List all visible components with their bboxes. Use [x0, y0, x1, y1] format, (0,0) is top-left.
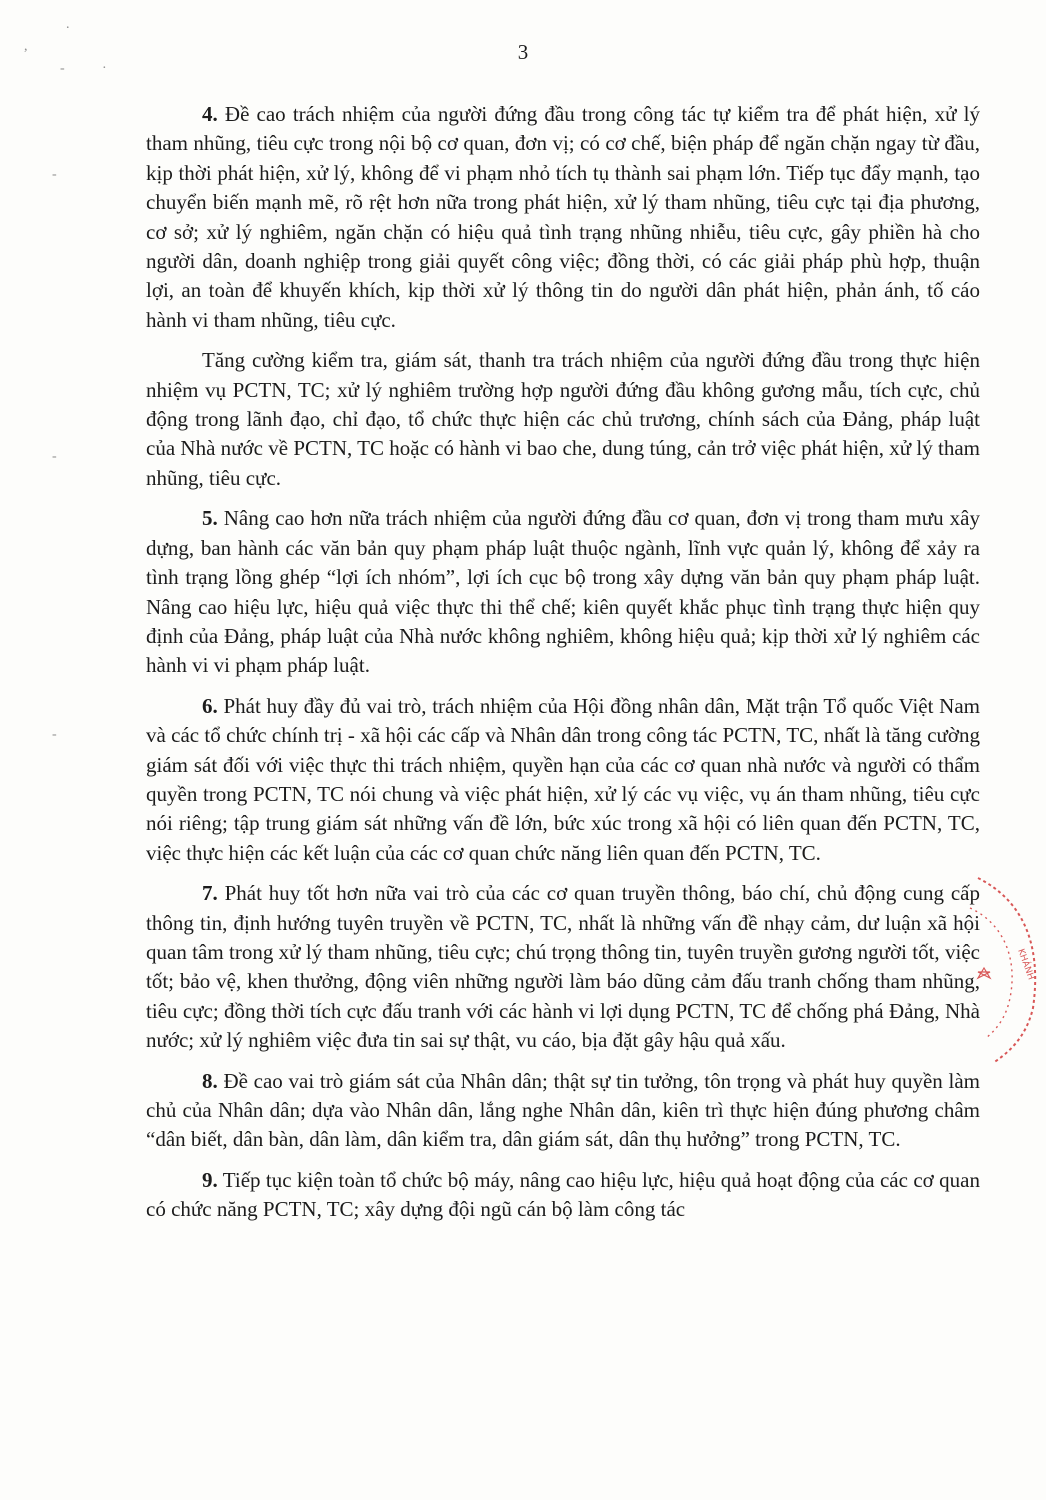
paragraph-number: 4.	[202, 102, 218, 126]
paragraph-5	[146, 504, 980, 680]
scan-speck-mark: .	[66, 17, 70, 32]
scan-speck-mark: -	[52, 727, 57, 742]
paragraph-text: Đề cao trách nhiệm của người đứng đầu trong công tác tự kiểm tra để phát hiện, xử lý tham nhũng, tiêu cực trong nội bộ cơ quan, đơn vị; có cơ chế, biện pháp để ngăn chặn ngay từ đầu, kịp thời phát hiện, xử lý, không để vi phạm nhỏ tích tụ thành sai phạm lớn. Tiếp tục đẩy mạnh, tạo chuyển biến mạnh mẽ, rõ rệt hơn nữa trong phát hiện, xử lý tham nhũng, tiêu cực tại địa phương, cơ sở; xử lý nghiêm, ngăn chặn có hiệu quả tình trạng nhũng nhiễu, tiêu cực, gây phiền hà cho người dân, doanh nghiệp trong giải quyết công việc; đồng thời, có các giải pháp phù hợp, thuận lợi, an toàn để khuyến khích, kịp thời xử lý thông tin do người dân phát hiện, phản ánh, tố cáo hành vi tham nhũng, tiêu cực.	[146, 102, 980, 332]
paragraph-4-continued	[146, 346, 980, 493]
paragraph-4	[146, 100, 980, 335]
paragraph-text: Nâng cao hơn nữa trách nhiệm của người đứng đầu cơ quan, đơn vị trong tham mưu xây dựng, ban hành các văn bản quy phạm pháp luật thuộc ngành, lĩnh vực quản lý, không để xảy ra tình trạng lồng ghép “lợi ích nhóm”, lợi ích cục bộ trong xây dựng văn bản quy phạm pháp luật. Nâng cao hiệu lực, hiệu quả việc thực thi thể chế; kiên quyết khắc phục tình trạng thực hiện quy định của Đảng, pháp luật của Nhà nước không nghiêm, không hiệu quả; kịp thời xử lý nghiêm các hành vi vi phạm pháp luật.	[146, 506, 980, 678]
paragraph-number: 5.	[202, 506, 218, 531]
paragraph-text: Tiếp tục kiện toàn tổ chức bộ máy, nâng cao hiệu lực, hiệu quả hoạt động của các cơ quan có chức năng PCTN, TC; xây dựng đội ngũ cán bộ làm công tác	[146, 1167, 980, 1222]
paragraph-text: Phát huy đầy đủ vai trò, trách nhiệm của Hội đồng nhân dân, Mặt trận Tổ quốc Việt Nam và các tổ chức chính trị - xã hội các cấp và Nhân dân trong công tác PCTN, TC, nhất là tăng cường giám sát đối với việc thực thi trách nhiệm, quyền hạn của các cơ quan nhà nước và người có thẩm quyền trong PCTN, TC nói chung và việc phát hiện, xử lý các vụ việc, vụ án tham nhũng, tiêu cực nói riêng; tập trung giám sát những vấn đề lớn, bức xúc trong xã hội có liên quan đến PCTN, TC, việc thực hiện các kết luận của các cơ quan chức năng liên quan đến PCTN, TC.	[146, 693, 980, 865]
svg-text:KHÁNH: KHÁNH	[1015, 947, 1036, 982]
scan-speck-mark: -	[52, 167, 57, 182]
scan-speck-mark: ,	[24, 39, 28, 54]
paragraph-6	[146, 692, 980, 868]
paragraph-8	[146, 1067, 980, 1155]
paragraph-number: 9.	[202, 1167, 218, 1192]
page-number: 3	[517, 40, 529, 64]
paragraph-number: 8.	[202, 1068, 218, 1093]
seal-stamp-icon	[948, 868, 1046, 1068]
scan-speck-mark: ·	[102, 61, 107, 76]
document-body	[146, 100, 980, 1236]
scan-speck-mark: -	[60, 61, 65, 76]
paragraph-number: 7.	[202, 881, 218, 906]
paragraph-7	[146, 879, 980, 1055]
paragraph-text: Đề cao vai trò giám sát của Nhân dân; thật sự tin tưởng, tôn trọng và phát huy quyền làm chủ của Nhân dân; dựa vào Nhân dân, lắng nghe Nhân dân, kiên trì thực hiện đúng phương châm “dân biết, dân bàn, dân làm, dân kiểm tra, dân giám sát, dân thụ hưởng” trong PCTN, TC.	[146, 1068, 980, 1152]
scan-speck-mark: -	[52, 449, 57, 464]
paragraph-9	[146, 1166, 980, 1225]
paragraph-text: Phát huy tốt hơn nữa vai trò của các cơ quan truyền thông, báo chí, chủ động cung cấp thông tin, định hướng tuyên truyền về PCTN, TC, nhất là những vấn đề nhạy cảm, dư luận xã hội quan tâm trong xử lý tham nhũng, tiêu cực; chú trọng thông tin, tuyên truyền gương người tốt, việc tốt; bảo vệ, khen thưởng, động viên những người làm báo dũng cảm đấu tranh chống tham nhũng, tiêu cực; đồng thời tích cực đấu tranh với các hành vi lợi dụng PCTN, TC để chống phá Đảng, Nhà nước; xử lý nghiêm việc đưa tin sai sự thật, vu cáo, bịa đặt gây hậu quả xấu.	[146, 881, 980, 1053]
stamp-star-mark	[978, 968, 990, 978]
stamp-inner-arc	[970, 908, 1012, 1038]
paragraph-number: 6.	[202, 693, 218, 718]
paragraph-text: Tăng cường kiểm tra, giám sát, thanh tra trách nhiệm của người đứng đầu trong thực hiện nhiệm vụ PCTN, TC; xử lý nghiêm trường hợp người đứng đầu không gương mẫu, tích cực, chủ động trong lãnh đạo, chỉ đạo, tổ chức thực hiện các chủ trương, chính sách của Đảng, pháp luật của Nhà nước về PCTN, TC hoặc có hành vi bao che, dung túng, cản trở việc phát hiện, xử lý tham nhũng, tiêu cực.	[146, 348, 980, 490]
